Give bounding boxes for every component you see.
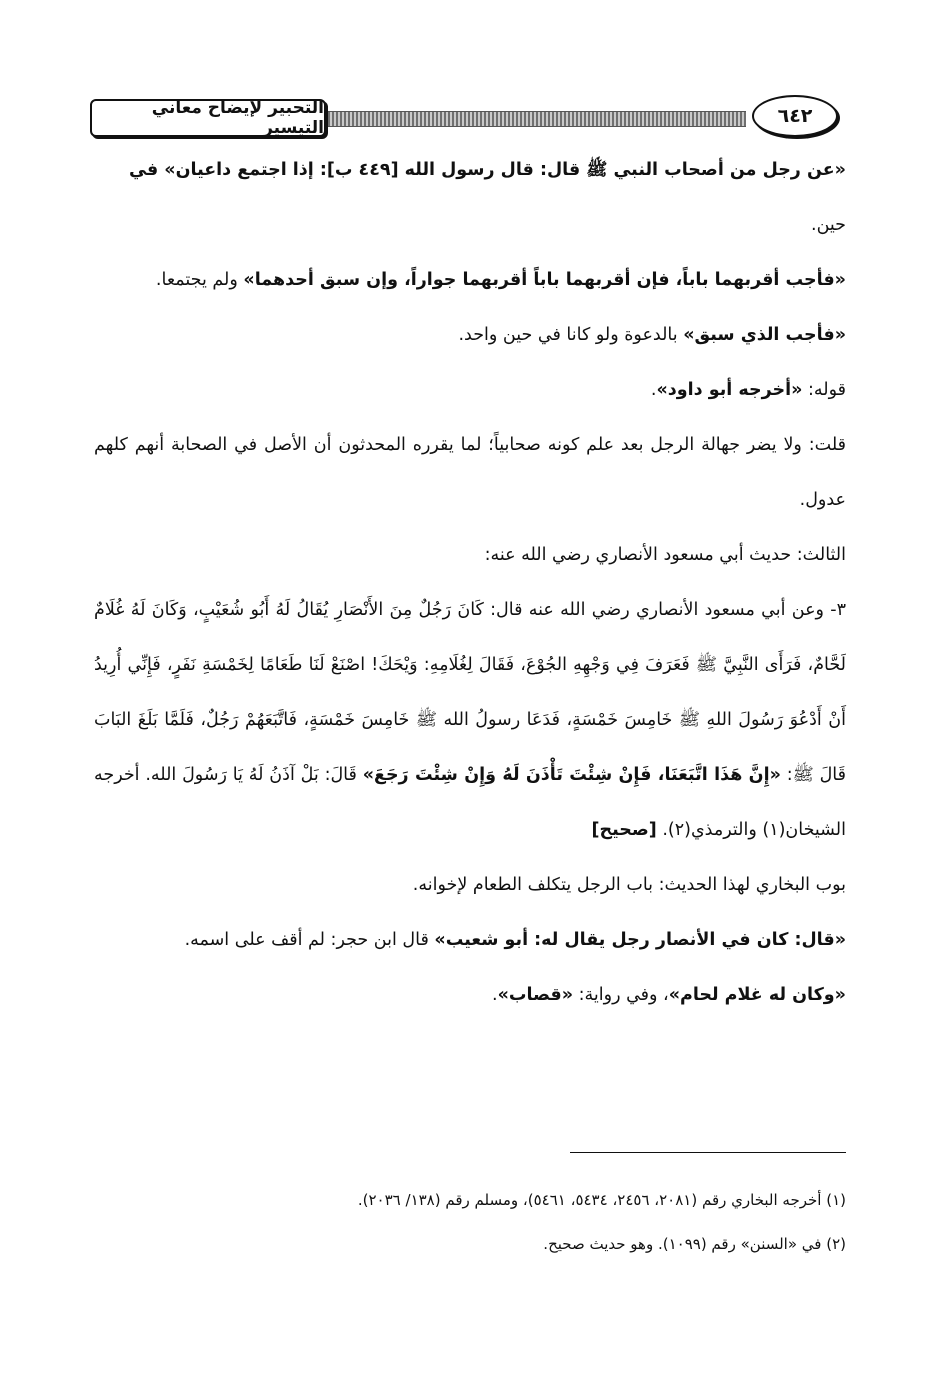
text-run: حين. <box>811 215 846 235</box>
paragraph <box>94 143 846 198</box>
paragraph <box>94 363 846 418</box>
footnotes <box>94 1178 846 1266</box>
text-run: قلت: ولا يضر جهالة الرجل بعد علم كونه صحابياً؛ لما يقرره المحدثون أن الأصل في الصحابة أنهم كلهم عدول. <box>94 435 846 510</box>
paragraph <box>94 528 846 583</box>
paragraph <box>94 913 846 968</box>
text-run: الثالث: حديث أبي مسعود الأنصاري رضي الله عنه: <box>484 545 846 565</box>
footnote: (٢) في «السنن» رقم (١٠٩٩). وهو حديث صحيح. <box>543 1235 846 1253</box>
paragraph <box>94 583 846 858</box>
footnote-separator <box>570 1152 846 1153</box>
bold-text-run: «إِنَّ هَذَا اتَّبَعَنَا، فَإِنْ شِئْتَ تَأْذَنَ لَهُ وَإِنْ شِئْتَ رَجَعَ» <box>362 765 781 785</box>
paragraph <box>94 418 846 528</box>
bold-text-run: «عن رجل من أصحاب النبي ﷺ قال: قال رسول الله [٤٤٩ ب]: إذا اجتمع داعيان» في <box>129 160 846 180</box>
text-run: قوله: <box>802 380 846 400</box>
bold-text-run: «فأجب الذي سبق» <box>683 325 846 345</box>
text-run: ولم يجتمعا. <box>155 270 244 290</box>
header-decorative-bar <box>328 111 746 127</box>
text-run: ٣- وعن أبي مسعود الأنصاري رضي الله عنه قال: كَانَ رَجُلٌ مِنَ الأَنْصَارِ يُقَالُ لَهُ أَبُو شُعَيْبٍ، وَكَانَ لَهُ غُلَامٌ لَحَّامٌ، فَرَأَى النَّبِيَّ ﷺ فَعَرَفَ فِي وَجْهِهِ الجُوْعَ، فَقَالَ لِغُلَامِهِ: وَيْحَكَ! اصْنَعْ لَنَا طَعَامًا لِخَمْسَةِ نَفَرٍ، فَإِنِّي أُرِيدُ أَنْ أَدْعُوَ رَسُولَ اللهِ ﷺ خَامِسَ خَمْسَةٍ، فَدَعَا رسولُ الله ﷺ خَامِسَ خَمْسَةٍ، فَاتَّبَعَهُمْ رَجُلٌ، فَلَمَّا بَلَغَ البَابَ قَالَ ﷺ: <box>94 600 846 785</box>
text-run: . <box>650 380 657 400</box>
text-run: ، وفي رواية: <box>573 985 669 1005</box>
main-text <box>94 143 846 1023</box>
footnote: (١) أخرجه البخاري رقم (٢٠٨١، ٢٤٥٦، ٥٤٣٤، ٥٤٦١)، ومسلم رقم (١٣٨/ ٢٠٣٦). <box>357 1191 846 1209</box>
text-run: بالدعوة ولو كانا في حين واحد. <box>458 325 684 345</box>
bold-text-run: «قال: كان في الأنصار رجل يقال له: أبو شعيب» <box>434 930 846 950</box>
bold-text-run: «أخرجه أبو داود» <box>656 380 803 400</box>
running-header <box>90 93 846 141</box>
text-run: قال ابن حجر: لم أقف على اسمه. <box>184 930 435 950</box>
bold-text-run: «قصاب» <box>497 985 574 1005</box>
paragraph <box>94 308 846 363</box>
paragraph <box>94 253 846 308</box>
text-run: . <box>492 985 498 1005</box>
paragraph <box>94 858 846 913</box>
bold-text-run: «وكان له غلام لحام» <box>668 985 846 1005</box>
text-run: قَالَ: بَلْ آذَنُ لَهُ يَا رَسُولَ الله. أخرجه الشيخان(١) والترمذي(٢). <box>94 765 846 840</box>
paragraph <box>94 198 846 253</box>
book-title: التحبير لإيضاح معاني التيسير <box>90 99 326 137</box>
bold-text-run: [صحيح] <box>591 820 657 840</box>
paragraph <box>94 968 846 1023</box>
bold-text-run: «فأجب أقربهما باباً، فإن أقربهما باباً أقربهما جواراً، وإن سبق أحدهما» <box>243 270 846 290</box>
page-number: ٦٤٢ <box>752 95 838 137</box>
text-run: بوب البخاري لهذا الحديث: باب الرجل يتكلف الطعام لإخوانه. <box>412 875 846 895</box>
